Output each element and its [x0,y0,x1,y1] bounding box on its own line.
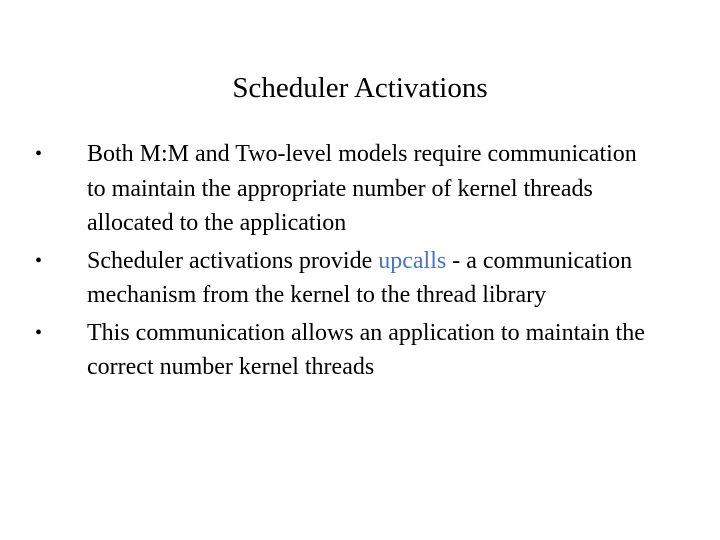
bullet-icon: • [35,249,43,272]
bullet-icon: • [35,321,43,344]
slide-title: Scheduler Activations [232,72,488,104]
upcalls-highlight: upcalls [378,247,447,274]
bullet-text-3: This communication allows an application to maintain the correct number kernel threads [87,319,645,380]
bullet-item-3 [0,316,657,385]
bullet-icon: • [35,143,43,165]
bullet-list [0,137,720,388]
bullet-text-2-after: - a communication mechanism from the kernel to the thread library [87,247,633,308]
bullet-item-2 [0,244,657,313]
bullet-item-1 [0,137,657,241]
bullet-text-2-before: Scheduler activations provide [87,247,379,274]
bullet-text-1: Both M:M and Two-level models require communication to maintain the appropriate number of kernel threads allocated to the application [87,141,637,236]
